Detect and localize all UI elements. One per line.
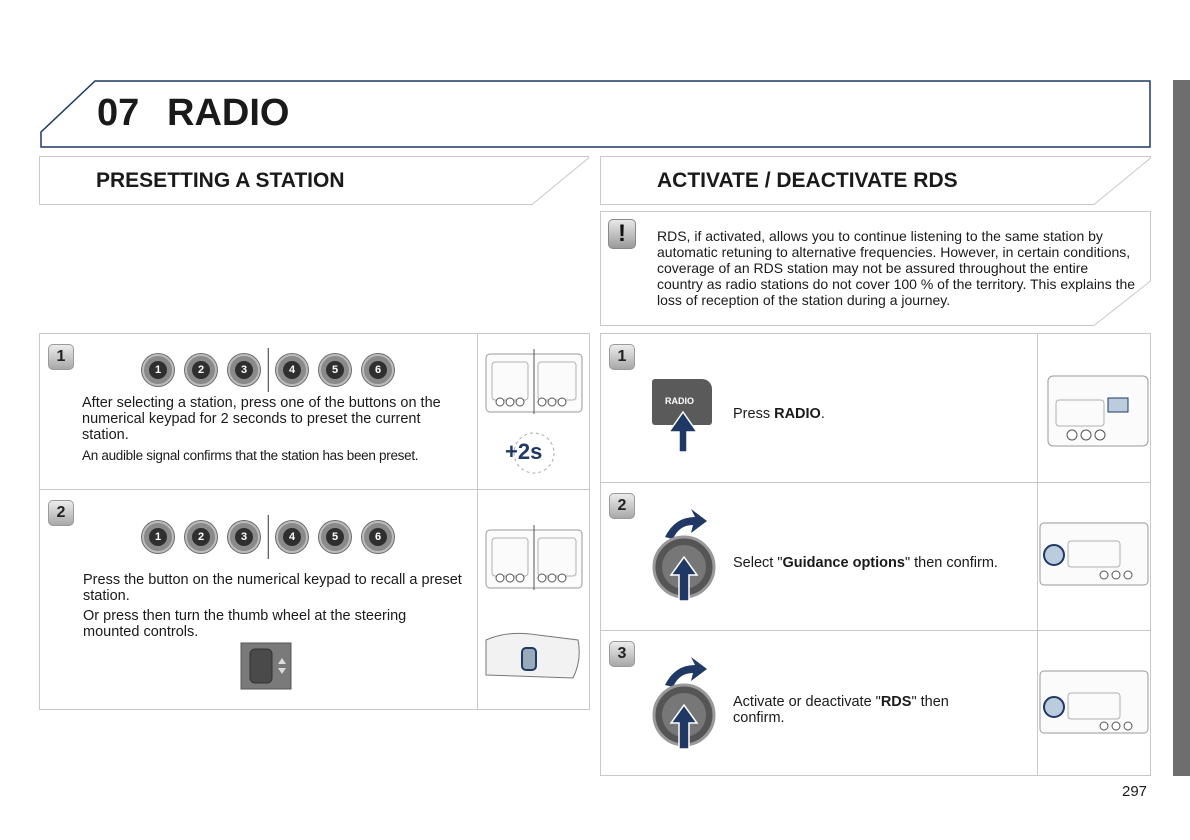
- preset-key-2[interactable]: [185, 354, 217, 386]
- preset-key-5[interactable]: [319, 521, 351, 553]
- step-illustration: [1037, 334, 1150, 482]
- preset-key-6[interactable]: [362, 354, 394, 386]
- step-number-badge: 1: [48, 344, 74, 370]
- radio-and-steering-illustration: [478, 490, 590, 710]
- warning-text: RDS, if activated, allows you to continue listening to the same station by automatic retuning to alternative frequencies. However, in certain conditions, coverage of an RDS station may not be assured throughout the entire country as radio stations do not cover 100 % of the territory. This explains the loss of reception of the station during a journey.: [657, 228, 1136, 308]
- chapter-number: 07: [97, 92, 140, 134]
- two-second-badge: +2s: [505, 439, 543, 464]
- thumb-wheel-icon: [240, 642, 292, 690]
- page-number: 297: [1122, 783, 1148, 800]
- rds-panel: [600, 333, 1151, 776]
- key-label: 1: [149, 528, 167, 546]
- warning-icon: !: [608, 219, 636, 249]
- key-label: 1: [149, 361, 167, 379]
- step-note: An audible signal confirms that the station has been preset.: [82, 448, 419, 463]
- step-number-badge: 2: [48, 500, 74, 526]
- radio-button-label: RADIO: [665, 396, 694, 406]
- step-text: Press the button on the numerical keypad to recall a preset station.: [83, 572, 462, 604]
- chapter-header: [40, 80, 1151, 148]
- key-label: 6: [369, 528, 387, 546]
- step-row: [601, 334, 1150, 482]
- key-label: 3: [235, 361, 253, 379]
- numeric-keypad: [142, 515, 405, 559]
- keypad-divider: [267, 348, 269, 392]
- preset-key-3[interactable]: [228, 521, 260, 553]
- presetting-panel: [39, 333, 590, 710]
- step-illustration: [1037, 631, 1150, 776]
- radio-unit-illustration: [478, 334, 590, 489]
- warning-box: [600, 211, 1151, 326]
- step-text: Or press then turn the thumb wheel at the steering mounted controls.: [83, 608, 407, 640]
- section-header-rds: [600, 156, 1151, 206]
- press-arrow-icon: [667, 410, 699, 454]
- key-label: 4: [283, 361, 301, 379]
- preset-key-3[interactable]: [228, 354, 260, 386]
- preset-key-1[interactable]: [142, 521, 174, 553]
- step-row: [601, 482, 1150, 630]
- step-row: [40, 489, 589, 709]
- numeric-keypad: [142, 348, 405, 392]
- step-number-badge: 1: [609, 344, 635, 370]
- step-row: [40, 334, 589, 489]
- key-label: 2: [192, 361, 210, 379]
- step-number-badge: 2: [609, 493, 635, 519]
- section-title: PRESETTING A STATION: [96, 169, 345, 192]
- step-illustration: [477, 334, 589, 489]
- radio-unit-illustration: [1038, 631, 1151, 776]
- section-header-presetting: [39, 156, 589, 206]
- step-text: Select "Guidance options" then confirm.: [733, 555, 998, 571]
- step-text: Press RADIO.: [733, 406, 825, 422]
- step-row: [601, 630, 1150, 775]
- section-title: ACTIVATE / DEACTIVATE RDS: [657, 169, 958, 192]
- key-label: 2: [192, 528, 210, 546]
- step-illustration: [477, 490, 589, 710]
- preset-key-6[interactable]: [362, 521, 394, 553]
- key-label: 5: [326, 528, 344, 546]
- rotary-knob-icon: [649, 505, 719, 605]
- keypad-divider: [267, 515, 269, 559]
- chapter-title: RADIO: [167, 92, 290, 134]
- step-number-badge: 3: [609, 641, 635, 667]
- key-label: 5: [326, 361, 344, 379]
- key-label: 6: [369, 361, 387, 379]
- preset-key-4[interactable]: [276, 521, 308, 553]
- preset-key-4[interactable]: [276, 354, 308, 386]
- radio-unit-illustration: [1038, 334, 1151, 482]
- chapter-side-tab: [1173, 80, 1190, 776]
- key-label: 4: [283, 528, 301, 546]
- step-text: After selecting a station, press one of the buttons on the numerical keypad for 2 seconds to preset the current station.: [82, 395, 441, 443]
- rotary-knob-icon: [649, 653, 719, 753]
- preset-key-5[interactable]: [319, 354, 351, 386]
- key-label: 3: [235, 528, 253, 546]
- step-illustration: [1037, 483, 1150, 631]
- radio-unit-illustration: [1038, 483, 1151, 631]
- preset-key-2[interactable]: [185, 521, 217, 553]
- step-text: Activate or deactivate "RDS" then confirm.: [733, 694, 949, 726]
- preset-key-1[interactable]: [142, 354, 174, 386]
